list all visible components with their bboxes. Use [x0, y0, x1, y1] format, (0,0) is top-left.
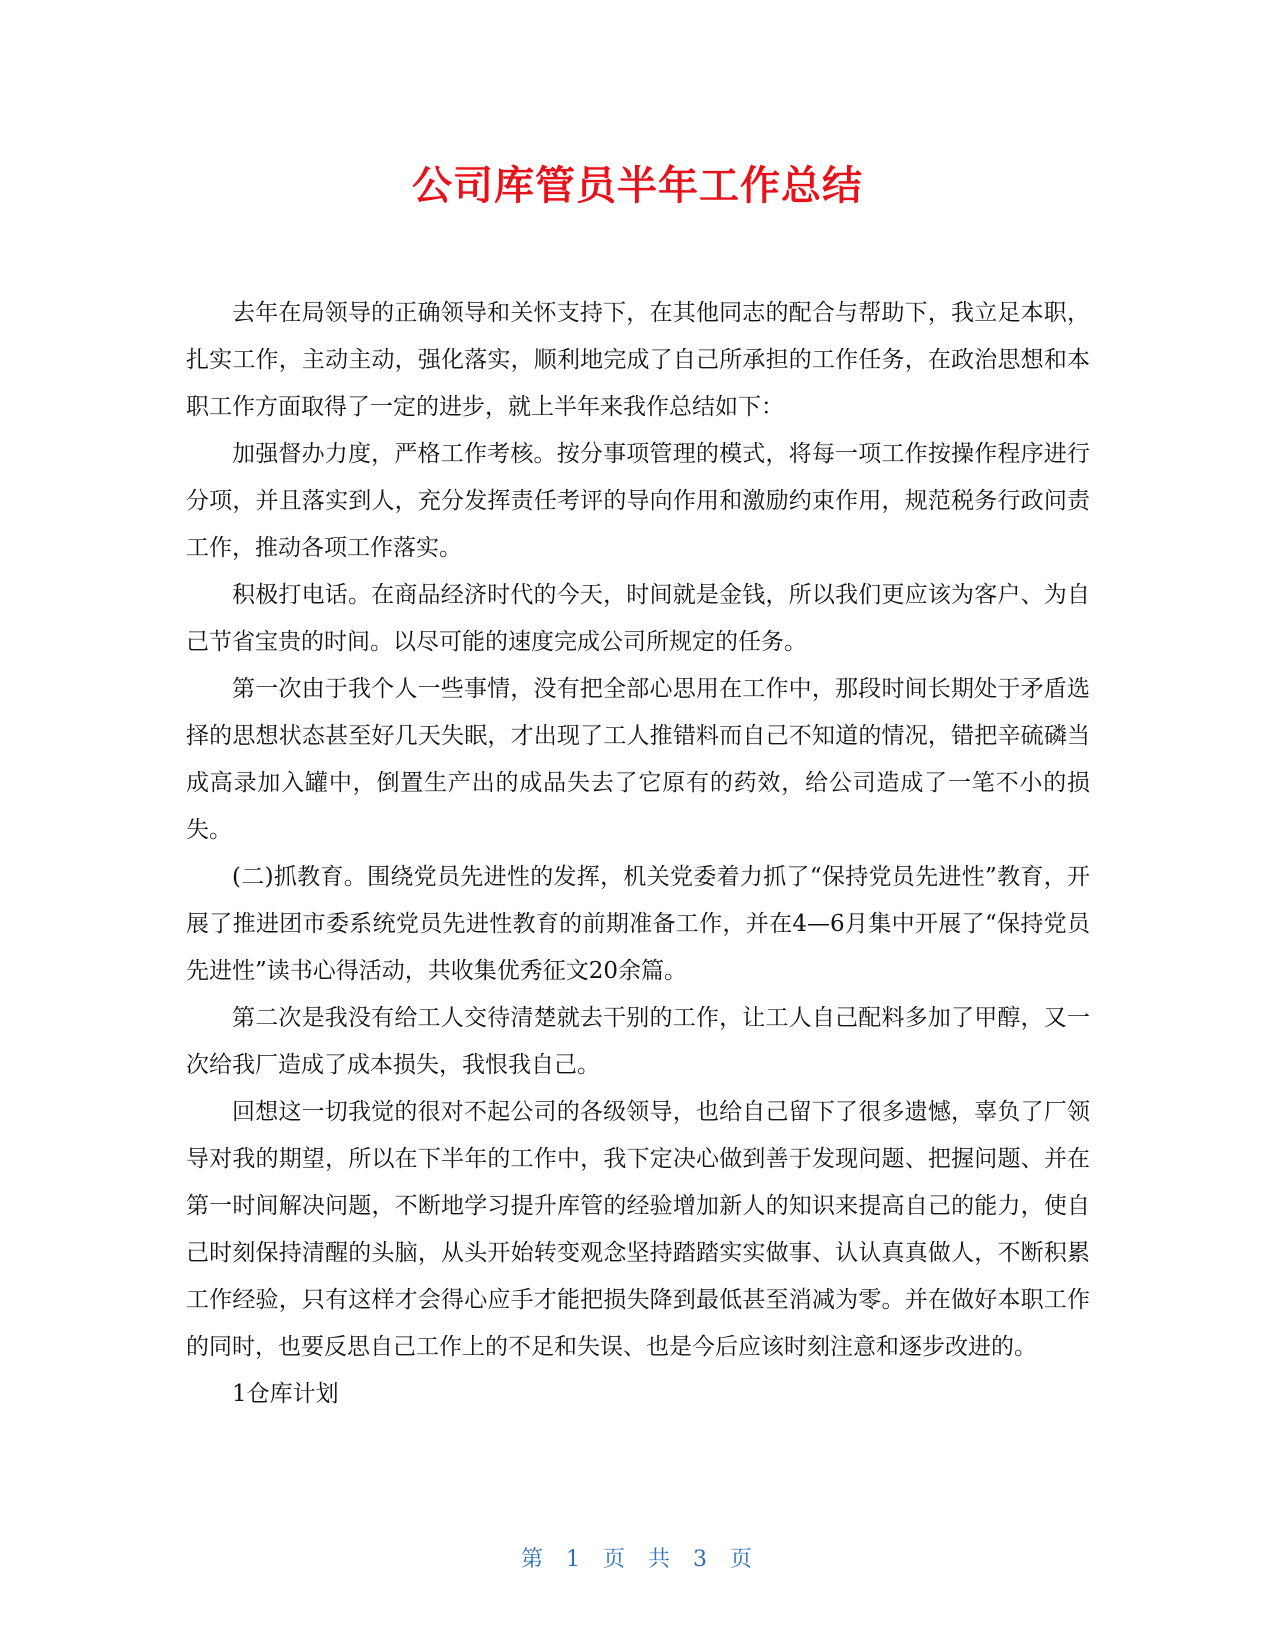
footer-unit-label-2: 页 — [730, 1547, 755, 1572]
paragraph-second-mistake: 第二次是我没有给工人交待清楚就去干别的工作，让工人自己配料多加了甲醇，又一次给我厂造成了成本损失，我恨我自己。 — [186, 1005, 1090, 1078]
paragraph-intro: 去年在局领导的正确领导和关怀支持下，在其他同志的配合与帮助下，我立足本职，扎实工作，主动主动，强化落实，顺利地完成了自己所承担的工作任务，在政治思想和本职工作方面取得了一定的进步，就上半年来我作总结如下： — [186, 300, 1090, 420]
document-title: 公司库管员半年工作总结 — [412, 163, 863, 209]
page-footer — [0, 1542, 1275, 1573]
paragraph-education: (二)抓教育。围绕党员先进性的发挥，机关党委着力抓了“保持党员先进性”教育，开展了推进团市委系统党员先进性教育的前期准备工作，并在4—6月集中开展了“保持党员先进性”读书心得活动，共收集优秀征文20余篇。 — [186, 864, 1090, 984]
footer-total-pages: 3 — [693, 1547, 710, 1572]
footer-current-page: 1 — [565, 1547, 582, 1572]
paragraph-supervision: 加强督办力度，严格工作考核。按分事项管理的模式，将每一项工作按操作程序进行分项，并且落实到人，充分发挥责任考评的导向作用和激励约束作用，规范税务行政问责工作，推动各项工作落实。 — [186, 441, 1090, 561]
paragraph-phone-calls: 积极打电话。在商品经济时代的今天，时间就是金钱，所以我们更应该为客户、为自己节省宝贵的时间。以尽可能的速度完成公司所规定的任务。 — [186, 582, 1090, 655]
document-body — [186, 290, 1090, 1418]
paragraph-warehouse-plan: 1仓库计划 — [232, 1381, 339, 1407]
paragraph-reflection: 回想这一切我觉的很对不起公司的各级领导，也给自己留下了很多遗憾，辜负了厂领导对我的期望，所以在下半年的工作中，我下定决心做到善于发现问题、把握问题、并在第一时间解决问题，不断地学习提升库管的经验增加新人的知识来提高自己的能力，使自己时刻保持清醒的头脑，从头开始转变观念坚持踏踏实实做事、认认真真做人，不断积累工作经验，只有这样才会得心应手才能把损失降到最低甚至消减为零。并在做好本职工作的同时，也要反思自己工作上的不足和失误、也是今后应该时刻注意和逐步改进的。 — [186, 1099, 1090, 1360]
footer-total-label: 共 — [648, 1547, 673, 1572]
footer-page-label: 第 — [520, 1547, 545, 1572]
footer-unit-label: 页 — [602, 1547, 627, 1572]
paragraph-first-mistake: 第一次由于我个人一些事情，没有把全部心思用在工作中，那段时间长期处于矛盾选择的思想状态甚至好几天失眠，才出现了工人推错料而自己不知道的情况，错把辛硫磷当成高录加入罐中，倒置生产出的成品失去了它原有的药效，给公司造成了一笔不小的损失。 — [186, 676, 1090, 843]
